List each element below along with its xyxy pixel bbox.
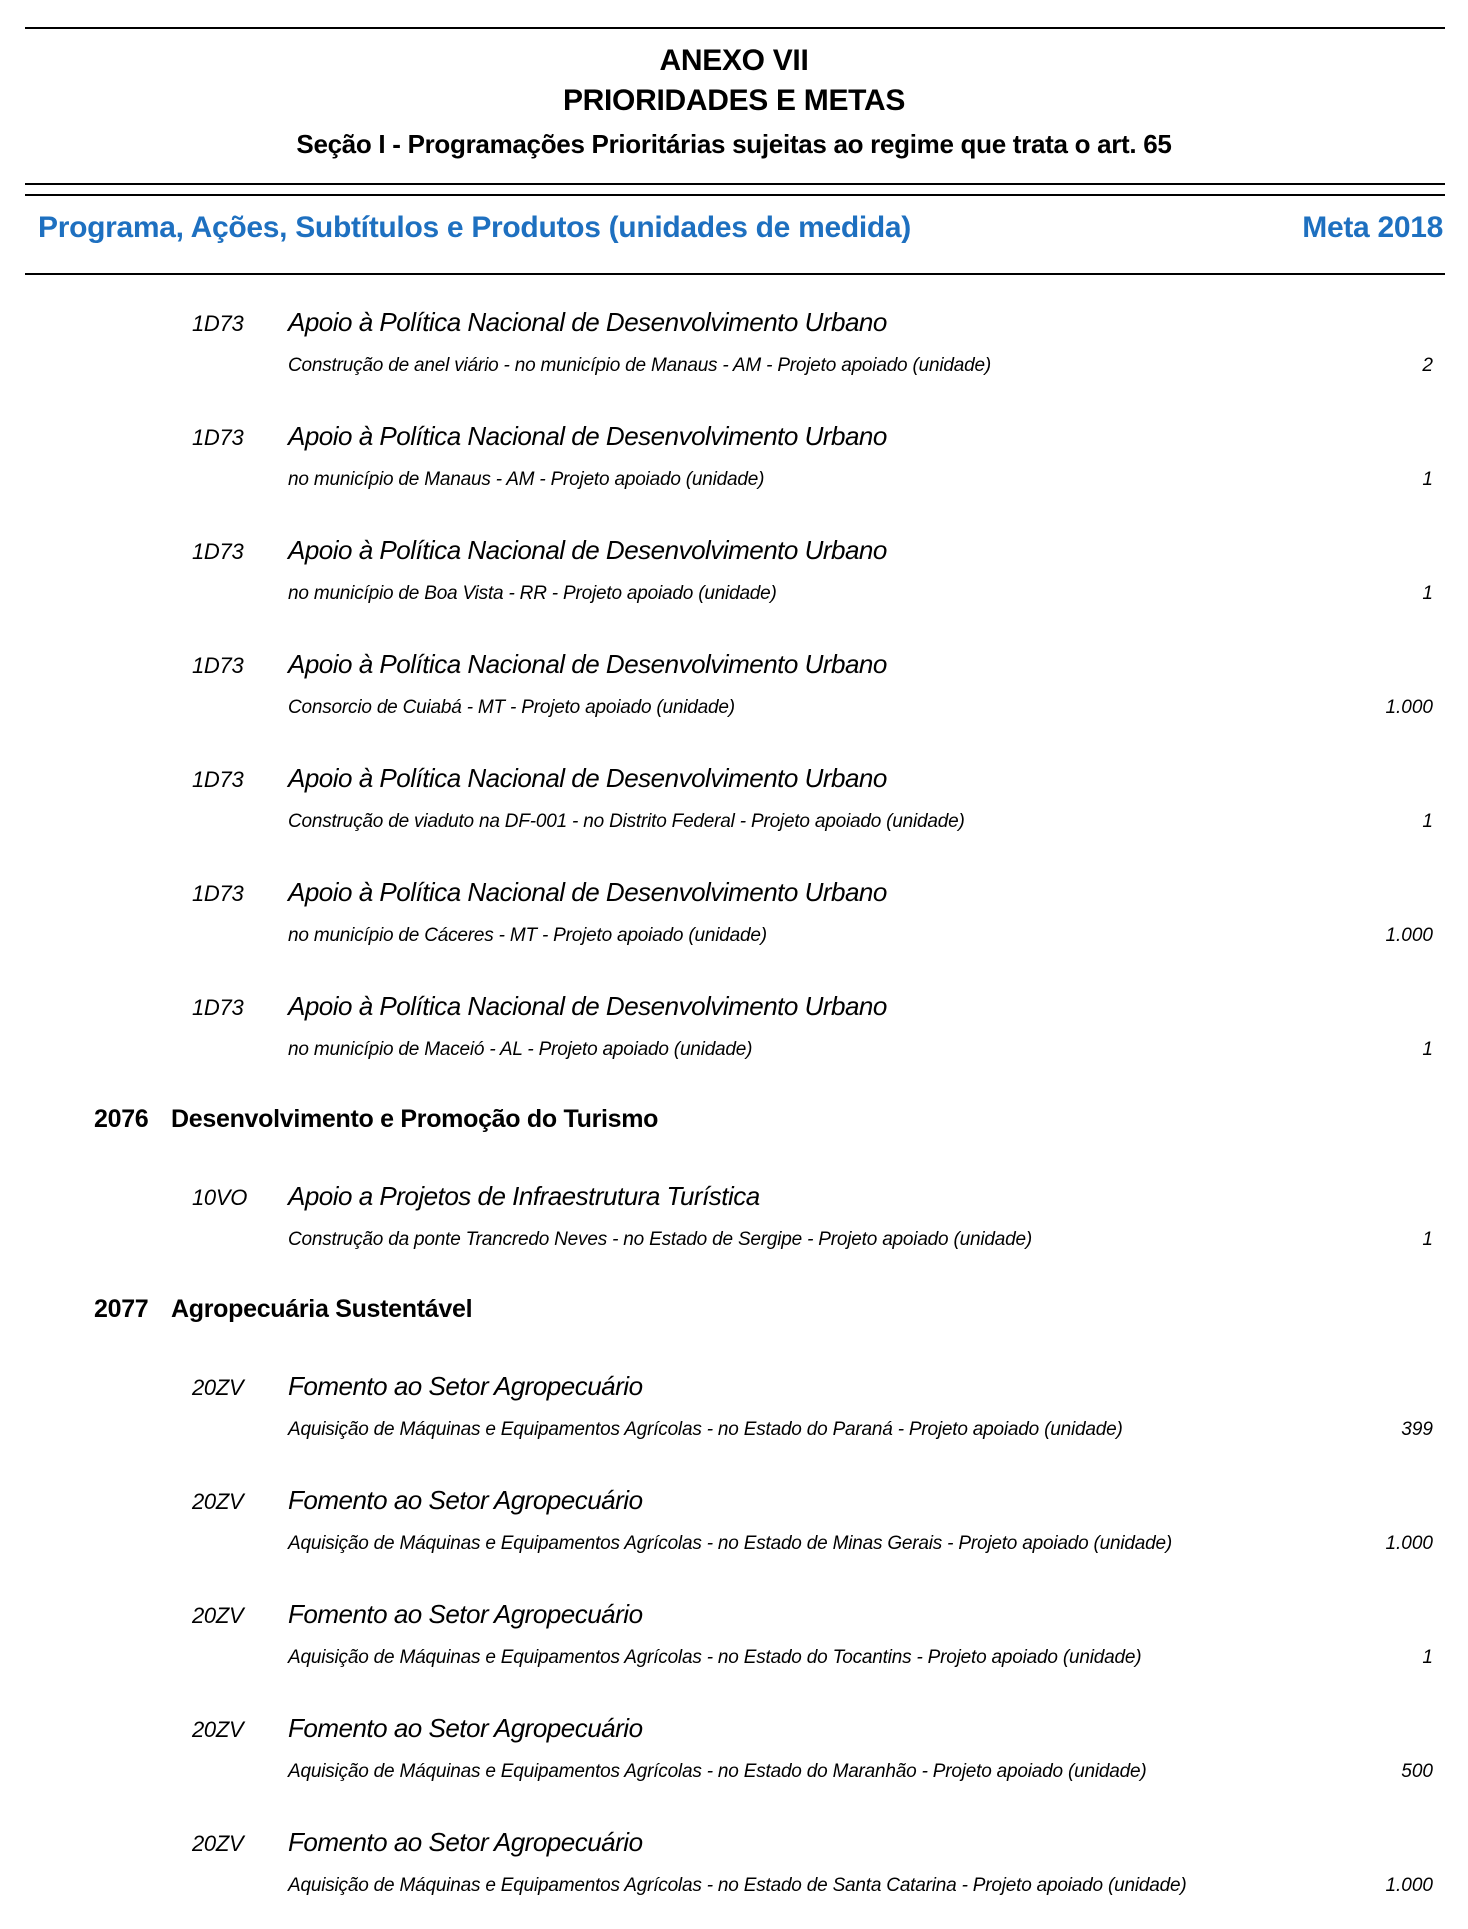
action-title: Fomento ao Setor Agropecuário xyxy=(288,1599,643,1629)
meta-value: 1 xyxy=(1422,469,1433,490)
action-line xyxy=(0,1483,1468,1519)
subtitle-text: no município de Maceió - AL - Projeto apoiado (unidade) xyxy=(288,1039,753,1060)
action-code: 1D73 xyxy=(192,995,244,1020)
action-line xyxy=(0,1825,1468,1861)
action-row xyxy=(0,647,1468,721)
action-title: Apoio à Política Nacional de Desenvolvimento Urbano xyxy=(288,877,887,907)
subtitle-line xyxy=(0,1531,1468,1557)
subtitle-text: no município de Manaus - AM - Projeto apoiado (unidade) xyxy=(288,469,765,490)
subtitle-text: Aquisição de Máquinas e Equipamentos Agrícolas - no Estado do Maranhão - Projeto apoiado (unidade) xyxy=(288,1761,1147,1782)
subtitle-text: Aquisição de Máquinas e Equipamentos Agrícolas - no Estado de Minas Gerais - Projeto apoiado (unidade) xyxy=(288,1533,1173,1554)
action-code: 1D73 xyxy=(192,653,244,678)
subtitle-text: no município de Boa Vista - RR - Projeto apoiado (unidade) xyxy=(288,583,777,604)
action-line xyxy=(0,533,1468,569)
subtitle-line xyxy=(0,1645,1468,1671)
program-code: 2077 xyxy=(94,1295,149,1323)
meta-value: 1.000 xyxy=(1385,697,1433,718)
header-rule xyxy=(25,273,1445,275)
action-line xyxy=(0,989,1468,1025)
action-line xyxy=(0,761,1468,797)
subtitle-text: Aquisição de Máquinas e Equipamentos Agrícolas - no Estado do Paraná - Projeto apoiado (unidade) xyxy=(288,1419,1123,1440)
meta-value: 1 xyxy=(1422,1647,1433,1668)
action-title: Apoio à Política Nacional de Desenvolvimento Urbano xyxy=(288,421,887,451)
action-row xyxy=(0,533,1468,607)
subtitle-line xyxy=(0,1873,1468,1899)
action-title: Fomento ao Setor Agropecuário xyxy=(288,1713,643,1743)
action-line xyxy=(0,647,1468,683)
subtitle-line xyxy=(0,1037,1468,1063)
subtitle-line xyxy=(0,695,1468,721)
table-column-headers xyxy=(0,210,1468,246)
action-line xyxy=(0,419,1468,455)
action-code: 10VO xyxy=(192,1185,248,1210)
program-row xyxy=(0,1103,1468,1135)
action-row xyxy=(0,1597,1468,1671)
action-title: Apoio à Política Nacional de Desenvolvimento Urbano xyxy=(288,535,887,565)
action-row xyxy=(0,989,1468,1063)
action-code: 20ZV xyxy=(192,1489,244,1514)
action-line xyxy=(0,305,1468,341)
action-code: 1D73 xyxy=(192,425,244,450)
action-title: Fomento ao Setor Agropecuário xyxy=(288,1485,643,1515)
action-line xyxy=(0,1179,1468,1215)
action-code: 20ZV xyxy=(192,1375,244,1400)
action-line xyxy=(0,875,1468,911)
top-rule xyxy=(25,27,1445,29)
meta-value: 1.000 xyxy=(1385,925,1433,946)
action-title: Fomento ao Setor Agropecuário xyxy=(288,1827,643,1857)
subtitle-text: Construção de viaduto na DF-001 - no Distrito Federal - Projeto apoiado (unidade) xyxy=(288,811,965,832)
action-title: Apoio à Política Nacional de Desenvolvimento Urbano xyxy=(288,763,887,793)
subtitle-text: no município de Cáceres - MT - Projeto apoiado (unidade) xyxy=(288,925,767,946)
action-title: Apoio à Política Nacional de Desenvolvimento Urbano xyxy=(288,649,887,679)
program-row xyxy=(0,1293,1468,1325)
column-header-meta-2018: Meta 2018 xyxy=(1302,211,1443,244)
action-row xyxy=(0,761,1468,835)
subtitle-line xyxy=(0,353,1468,379)
action-row xyxy=(0,1369,1468,1443)
action-title: Apoio a Projetos de Infraestrutura Turística xyxy=(288,1181,760,1211)
action-row xyxy=(0,1179,1468,1253)
meta-value: 2 xyxy=(1422,355,1433,376)
meta-value: 1.000 xyxy=(1385,1533,1433,1554)
subtitle-text: Construção da ponte Trancredo Neves - no Estado de Sergipe - Projeto apoiado (unidade) xyxy=(288,1229,1032,1250)
meta-value: 1 xyxy=(1422,811,1433,832)
subtitle-line xyxy=(0,1417,1468,1443)
action-row xyxy=(0,305,1468,379)
table-body xyxy=(0,305,1468,1899)
subtitle-line xyxy=(0,1227,1468,1253)
action-code: 20ZV xyxy=(192,1717,244,1742)
meta-value: 399 xyxy=(1401,1419,1433,1440)
column-header-programs: Programa, Ações, Subtítulos e Produtos (unidades de medida) xyxy=(38,211,911,244)
subtitle-line xyxy=(0,581,1468,607)
action-title: Apoio à Política Nacional de Desenvolvimento Urbano xyxy=(288,307,887,337)
subtitle-line xyxy=(0,467,1468,493)
action-title: Fomento ao Setor Agropecuário xyxy=(288,1371,643,1401)
action-code: 1D73 xyxy=(192,881,244,906)
document-page xyxy=(0,27,1468,1929)
meta-value: 500 xyxy=(1401,1761,1433,1782)
action-row xyxy=(0,1825,1468,1899)
double-rule xyxy=(25,183,1445,196)
meta-value: 1 xyxy=(1422,1039,1433,1060)
document-header xyxy=(0,41,1468,167)
program-code: 2076 xyxy=(94,1105,149,1133)
section-subtitle: Seção I - Programações Prioritárias sujeitas ao regime que trata o art. 65 xyxy=(296,129,1172,159)
action-code: 1D73 xyxy=(192,311,244,336)
action-row xyxy=(0,1711,1468,1785)
subtitle-text: Aquisição de Máquinas e Equipamentos Agrícolas - no Estado de Santa Catarina - Projeto apoiado (unidade) xyxy=(288,1875,1187,1896)
action-line xyxy=(0,1369,1468,1405)
action-row xyxy=(0,875,1468,949)
document-title: PRIORIDADES E METAS xyxy=(562,84,906,117)
action-line xyxy=(0,1711,1468,1747)
annex-title: ANEXO VII xyxy=(659,44,809,77)
meta-value: 1 xyxy=(1422,583,1433,604)
program-name: Desenvolvimento e Promoção do Turismo xyxy=(171,1105,659,1133)
subtitle-text: Consorcio de Cuiabá - MT - Projeto apoiado (unidade) xyxy=(288,697,735,718)
action-row xyxy=(0,1483,1468,1557)
action-code: 1D73 xyxy=(192,767,244,792)
subtitle-text: Aquisição de Máquinas e Equipamentos Agrícolas - no Estado do Tocantins - Projeto apoiado (unidade) xyxy=(288,1647,1142,1668)
meta-value: 1 xyxy=(1422,1229,1433,1250)
action-row xyxy=(0,419,1468,493)
subtitle-line xyxy=(0,923,1468,949)
program-name: Agropecuária Sustentável xyxy=(171,1295,473,1323)
action-title: Apoio à Política Nacional de Desenvolvimento Urbano xyxy=(288,991,887,1021)
action-line xyxy=(0,1597,1468,1633)
action-code: 20ZV xyxy=(192,1831,244,1856)
subtitle-text: Construção de anel viário - no município de Manaus - AM - Projeto apoiado (unidade) xyxy=(288,355,991,376)
meta-value: 1.000 xyxy=(1385,1875,1433,1896)
subtitle-line xyxy=(0,1759,1468,1785)
subtitle-line xyxy=(0,809,1468,835)
action-code: 1D73 xyxy=(192,539,244,564)
action-code: 20ZV xyxy=(192,1603,244,1628)
